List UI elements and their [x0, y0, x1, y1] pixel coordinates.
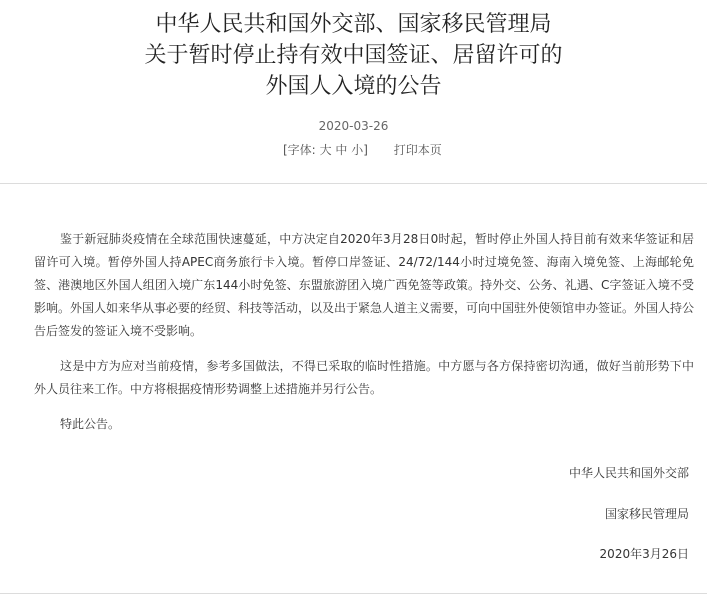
signature-org-2: 国家移民管理局 — [604, 507, 689, 521]
print-page-link[interactable]: 打印本页 — [393, 143, 442, 157]
font-size-suffix: ] — [363, 143, 368, 157]
title-line-2: 关于暂时停止持有效中国签证、居留许可的 — [144, 43, 563, 68]
article-body — [34, 228, 694, 448]
page-title — [0, 9, 707, 102]
title-line-3: 外国人入境的公告 — [265, 74, 442, 99]
font-size-large-link[interactable]: 大 — [319, 143, 332, 157]
font-size-prefix: [字体: — [283, 143, 316, 157]
paragraph-2: 这是中方为应对当前疫情，参考多国做法，不得已采取的临时性措施。中方愿与各方保持密切沟通，做好当前形势下中外人员往来工作。中方将根据疫情形势调整上述措施并另行公告。 — [34, 359, 694, 396]
font-size-small-link[interactable]: 小 — [351, 143, 364, 157]
signature-org-1: 中华人民共和国外交部 — [568, 466, 689, 480]
font-size-medium-link[interactable]: 中 — [335, 143, 348, 157]
header-divider — [0, 183, 707, 184]
title-line-1: 中华人民共和国外交部、国家移民管理局 — [155, 12, 552, 37]
paragraph-3: 特此公告。 — [60, 417, 121, 431]
publish-date: 2020-03-26 — [318, 119, 389, 133]
paragraph-1: 鉴于新冠肺炎疫情在全球范围快速蔓延，中方决定自2020年3月28日0时起，暂时停止外国人持目前有效来华签证和居留许可入境。暂停外国人持APEC商务旅行卡入境。暂停口岸签证、24/72/144小时过境免签、海南入境免签、上海邮轮免签、港澳地区外国人组团入境广东144小时免签、东盟旅游团入境广西免签等政策。持外交、公务、礼遇、C字签证入境不受影响。外国人如来华从事必要的经贸、科技等活动，以及出于紧急人道主义需要，可向中国驻外使领馆申办签证。外国人持公告后签发的签证入境不受影响。 — [34, 232, 695, 338]
footer-divider — [0, 593, 707, 594]
font-size-toolbar — [283, 142, 442, 158]
signature-date: 2020年3月26日 — [599, 547, 689, 561]
